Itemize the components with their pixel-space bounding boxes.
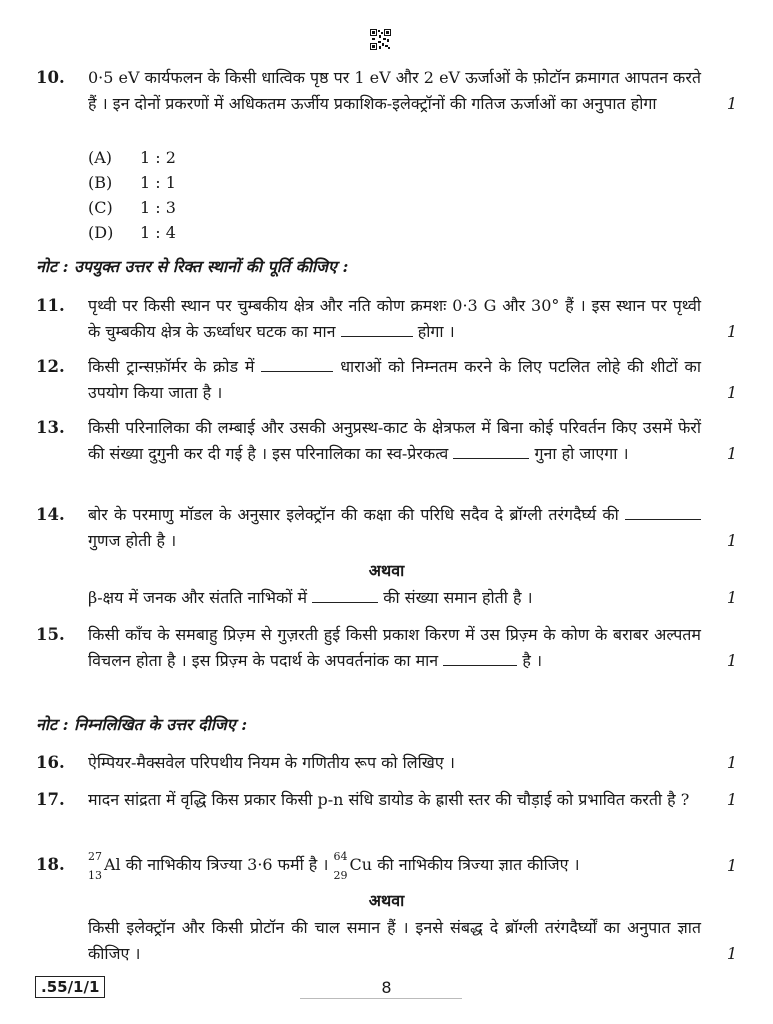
question-14: [36, 502, 737, 554]
marks: 1: [726, 855, 737, 875]
marks: 1: [726, 322, 737, 341]
question-text: ऐम्पियर-मैक्सवेल परिपथीय नियम के गणितीय रूप को लिखिए ।: [88, 753, 455, 772]
answer-blank: [625, 503, 701, 520]
question-13: [36, 415, 737, 467]
marks: 1: [726, 531, 737, 550]
marks: 1: [726, 790, 737, 809]
question-text: किसी परिनालिका की लम्बाई और उसकी अनुप्रस्थ-काट के क्षेत्रफल में बिना कोई परिवर्तन किए उसमें फेरों की संख्या दुगुनी कर दी गई है । इस परिनालिका का स्व-प्रेरकत्व: [88, 418, 701, 463]
footer-rule: [300, 998, 462, 999]
marks: 1: [726, 94, 737, 113]
marks: 1: [726, 588, 737, 607]
section-note: नोट : निम्नलिखित के उत्तर दीजिए :: [36, 715, 248, 734]
marks: 1: [726, 651, 737, 670]
nuclide-cu: 64 29: [333, 849, 348, 882]
marks: 1: [726, 383, 737, 402]
option-c: (C) 1 : 3: [88, 198, 176, 217]
marks: 1: [726, 444, 737, 463]
or-divider: अथवा: [368, 891, 405, 910]
question-text: मादन सांद्रता में वृद्धि किस प्रकार किसी p-n संधि डायोड के ह्रासी स्तर की चौड़ाई को प्रभावित करती है ?: [88, 790, 690, 809]
option-d: (D) 1 : 4: [88, 223, 176, 242]
question-17: [36, 787, 737, 813]
question-text: पृथ्वी पर किसी स्थान पर चुम्बकीय क्षेत्र और नति कोण क्रमशः 0·3 G और 30° हैं । इस स्थान पर पृथ्वी के चुम्बकीय क्षेत्र के ऊर्ध्वाधर घटक का मान: [88, 296, 701, 341]
question-text: की संख्या समान होती है ।: [383, 588, 533, 607]
answer-blank: [261, 355, 333, 372]
element-symbol: Al: [104, 855, 121, 874]
answer-blank: [312, 586, 378, 603]
question-text: है ।: [522, 651, 543, 670]
option-a: (A) 1 : 2: [88, 148, 176, 167]
question-number: 14.: [36, 505, 65, 524]
question-text: गुणज होती है ।: [88, 531, 177, 550]
nuclide-al: 27 13: [88, 849, 102, 882]
question-number: 11.: [36, 296, 65, 315]
question-15: [36, 622, 737, 674]
question-10: [36, 65, 737, 117]
question-number: 13.: [36, 418, 65, 437]
question-number: 16.: [36, 753, 65, 772]
question-text: गुना हो जाएगा ।: [534, 444, 629, 463]
question-16: [36, 750, 737, 776]
question-11: [36, 293, 737, 345]
or-divider: अथवा: [368, 561, 405, 580]
question-18: [36, 850, 737, 881]
question-text: होगा ।: [417, 322, 455, 341]
paper-code: .55/1/1: [35, 976, 105, 998]
question-number: 18.: [36, 855, 65, 874]
question-text: β-क्षय में जनक और संतति नाभिकों में: [88, 588, 308, 607]
question-text: की नाभिकीय त्रिज्या ज्ञात कीजिए ।: [377, 855, 580, 874]
question-12: [36, 354, 737, 406]
option-b: (B) 1 : 1: [88, 173, 176, 192]
question-number: 15.: [36, 625, 65, 644]
qr-code-icon: [370, 29, 391, 50]
question-text: किसी ट्रान्सफ़ॉर्मर के क्रोड में: [88, 357, 255, 376]
question-text: 0·5 eV कार्यफलन के किसी धात्विक पृष्ठ पर 1 eV और 2 eV ऊर्जाओं के फ़ोटॉन क्रमागत आपतन करते हैं । इन दोनों प्रकरणों में अधिकतम ऊर्जीय प्रकाशिक-इलेक्ट्रॉनों की गतिज ऊर्जाओं का अनुपात होगा: [88, 68, 701, 113]
question-number: 10.: [36, 68, 65, 87]
marks: 1: [726, 753, 737, 772]
question-text: धाराओं को निम्नतम करने के लिए पटलित लोहे की शीटों का उपयोग किया जाता है ।: [88, 357, 701, 402]
question-number: 12.: [36, 357, 65, 376]
question-10-options: [36, 145, 737, 245]
question-text: किसी इलेक्ट्रॉन और किसी प्रोटॉन की चाल समान हैं । इनसे संबद्ध दे ब्रॉग्ली तरंगदैर्घ्यों का अनुपात ज्ञात कीजिए ।: [88, 918, 701, 963]
answer-blank: [341, 320, 413, 337]
answer-blank: [443, 649, 517, 666]
answer-blank: [453, 442, 529, 459]
question-number: 17.: [36, 790, 65, 809]
marks: 1: [726, 944, 737, 963]
question-text: की नाभिकीय त्रिज्या 3·6 फर्मी है ।: [125, 855, 329, 874]
question-14-alternative: [36, 585, 737, 611]
element-symbol: Cu: [349, 855, 373, 874]
page-number: 8: [381, 978, 392, 997]
question-text: किसी काँच के समबाहु प्रिज़्म से गुज़रती हुई किसी प्रकाश किरण में उस प्रिज़्म के कोण के बराबर अल्पतम विचलन होता है । इस प्रिज़्म के पदार्थ के अपवर्तनांक का मान: [88, 625, 701, 670]
question-18-alternative: [36, 915, 737, 967]
question-text: बोर के परमाणु मॉडल के अनुसार इलेक्ट्रॉन की कक्षा की परिधि सदैव दे ब्रॉग्ली तरंगदैर्घ्य की: [88, 505, 619, 524]
section-note: नोट : उपयुक्त उत्तर से रिक्त स्थानों की पूर्ति कीजिए :: [36, 257, 349, 276]
